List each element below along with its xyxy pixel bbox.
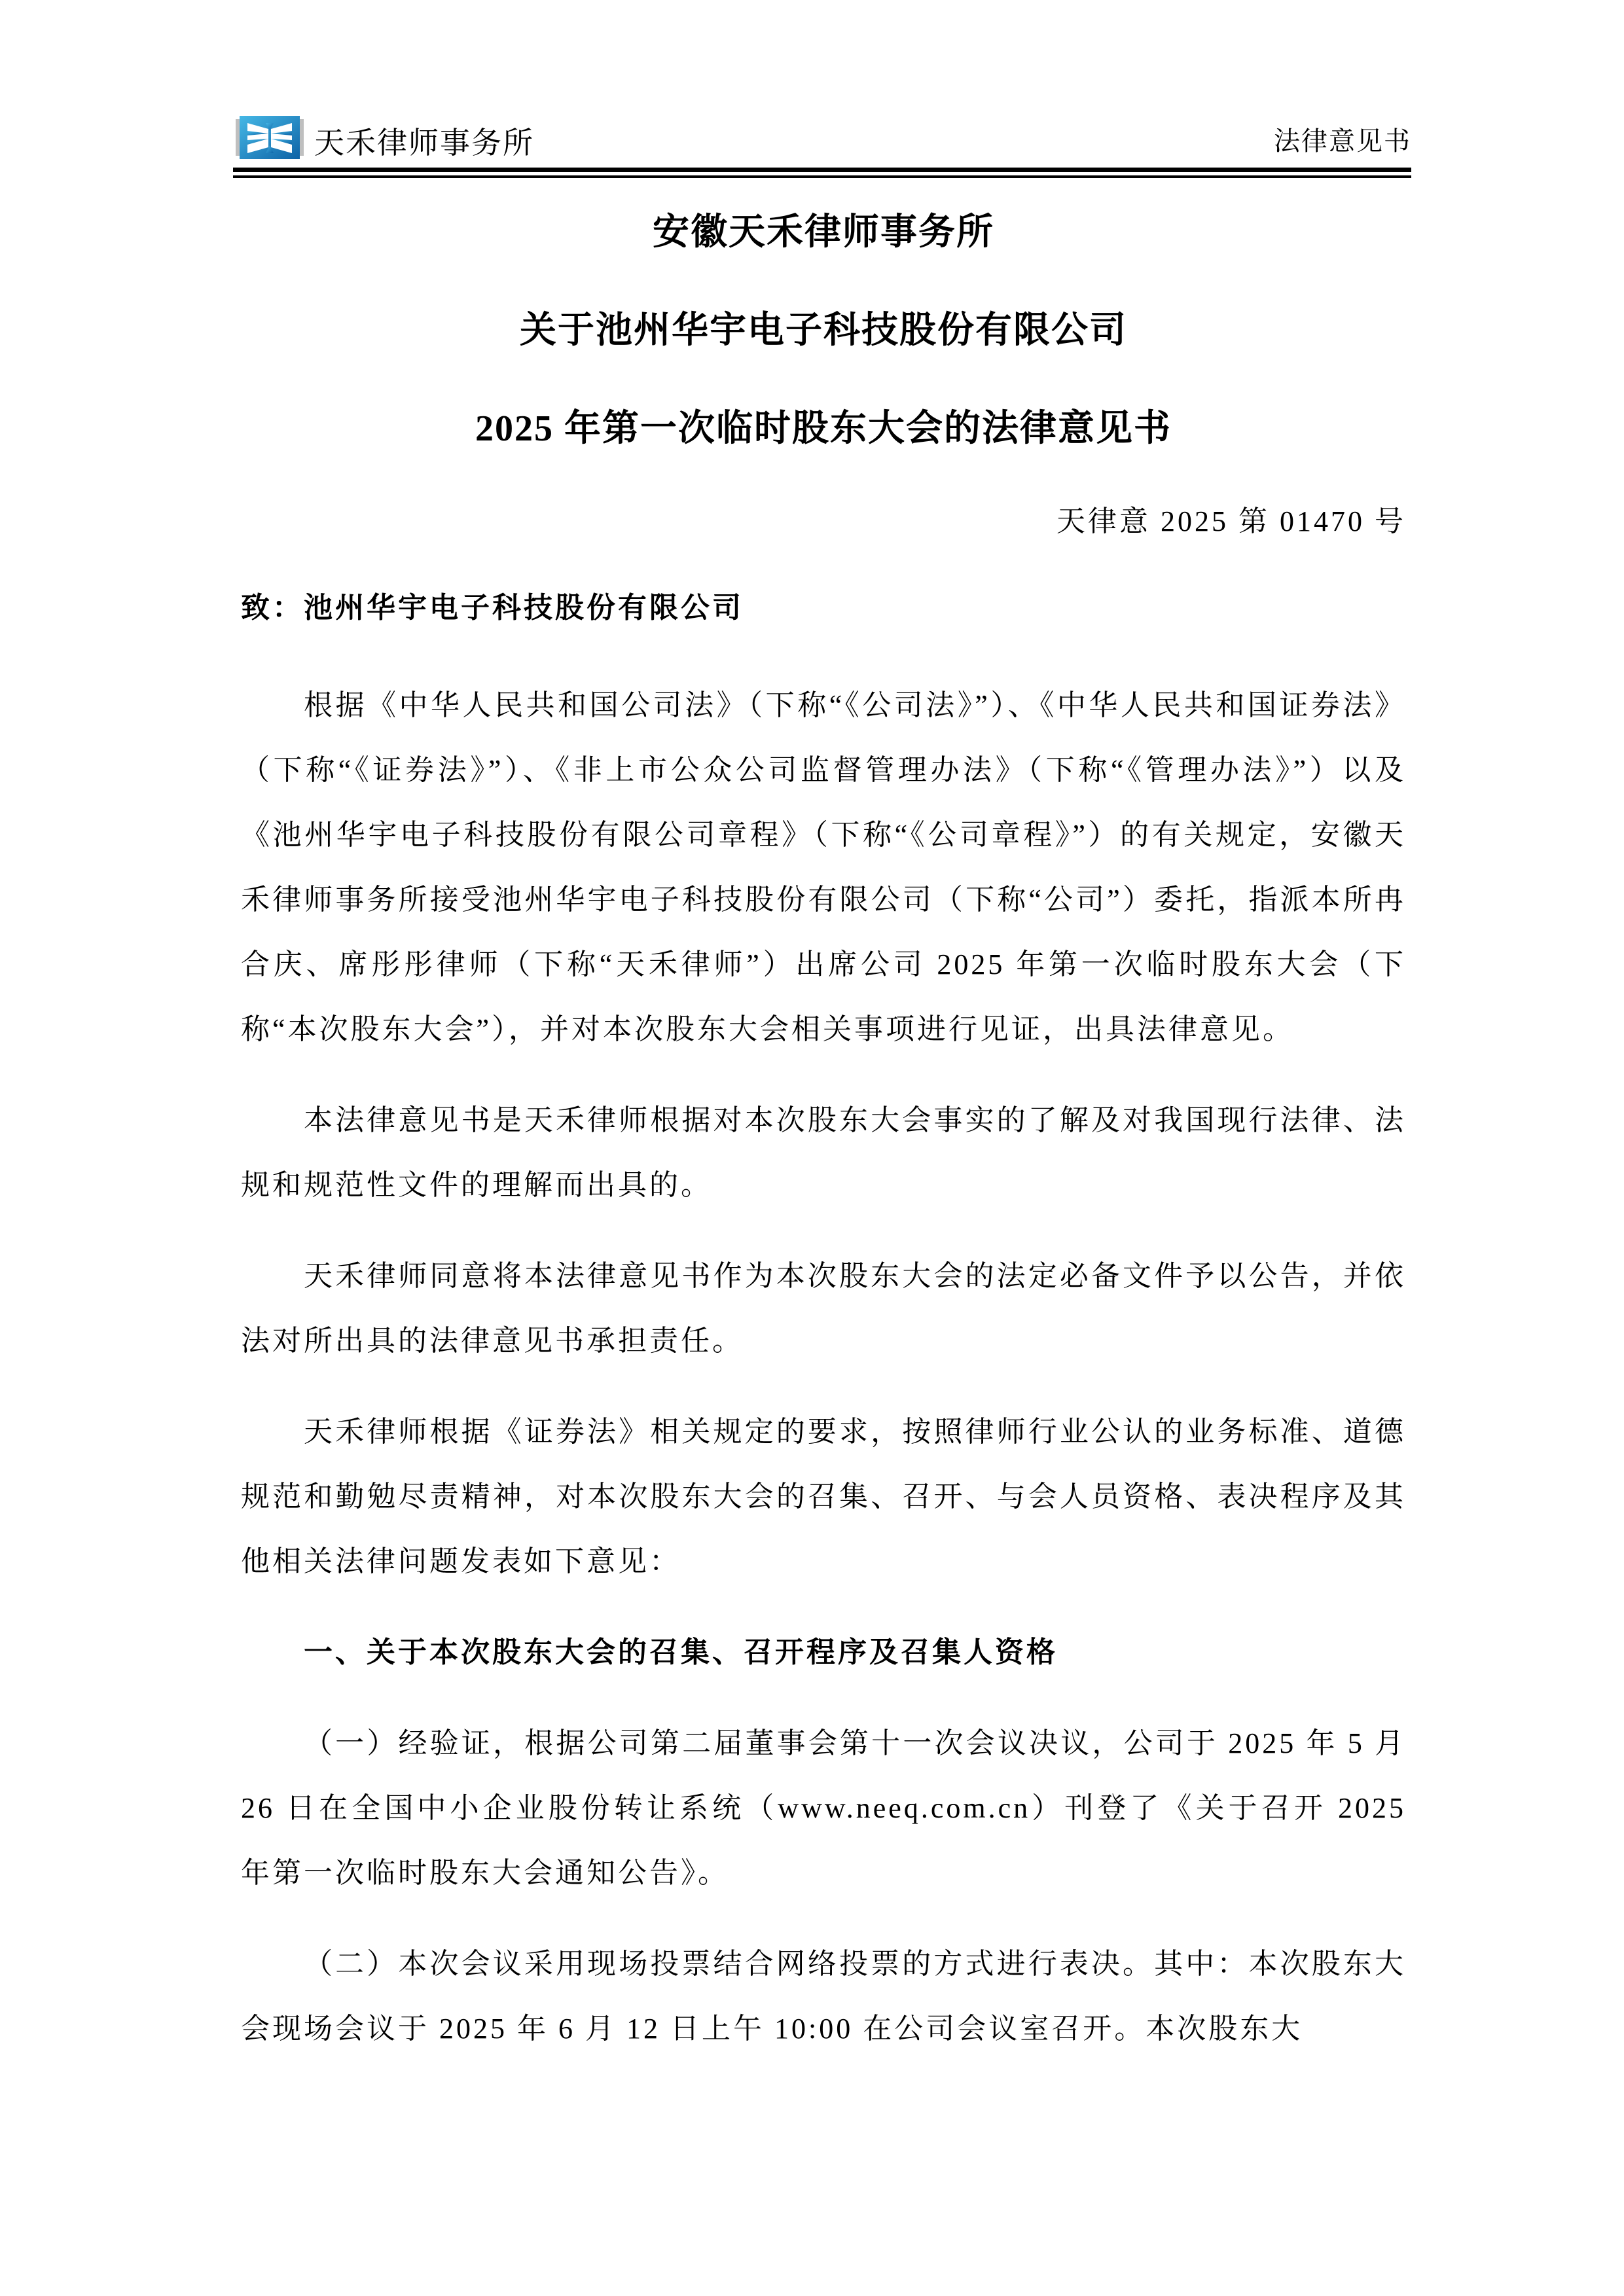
paragraph-standards: 天禾律师根据《证券法》相关规定的要求，按照律师行业公认的业务标准、道德规范和勤勉尽责精神，对本次股东大会的召集、召开、与会人员资格、表决程序及其他相关法律问题发表如下意见：	[241, 1416, 1406, 1577]
document-content	[241, 195, 1406, 2087]
section-heading-1: 一、关于本次股东大会的召集、召开程序及召集人资格	[304, 1636, 1058, 1668]
page-header	[233, 115, 1411, 178]
header-row	[233, 115, 1411, 160]
document-title-line-3: 2025 年第一次临时股东大会的法律意见书	[475, 408, 1172, 449]
paragraph-voting: （二）本次会议采用现场投票结合网络投票的方式进行表决。其中：本次股东大会现场会议于 2025 年 6 月 12 日上午 10:00 在公司会议室召开。本次股东大	[241, 1948, 1406, 2045]
paragraph-notice: （一）经验证，根据公司第二届董事会第十一次会议决议，公司于 2025 年 5 月 26 日在全国中小企业股份转让系统（www.neeq.com.cn）刊登了《关于召开 2025 年第一次临时股东大会通知公告》。	[241, 1727, 1406, 1889]
paragraph-basis: 根据《中华人民共和国公司法》（下称“《公司法》”）、《中华人民共和国证券法》（下称“《证券法》”）、《非上市公众公司监督管理办法》（下称“《管理办法》”）以及《池州华宇电子科技股份有限公司章程》（下称“《公司章程》”）的有关规定，安徽天禾律师事务所接受池州华宇电子科技股份有限公司（下称“公司”）委托，指派本所冉合庆、席彤彤律师（下称“天禾律师”）出席公司 2025 年第一次临时股东大会（下称“本次股东大会”），并对本次股东大会相关事项进行见证，出具法律意见。	[241, 689, 1406, 1045]
document-title-line-2: 关于池州华宇电子科技股份有限公司	[520, 310, 1127, 351]
recipient-line: 致：池州华宇电子科技股份有限公司	[241, 592, 744, 624]
header-rule-thin	[233, 175, 1411, 178]
firm-logo-icon	[233, 115, 306, 160]
document-title-line-1: 安徽天禾律师事务所	[653, 212, 994, 253]
header-doc-type-label: 法律意见书	[1274, 126, 1411, 156]
paragraph-understanding: 本法律意见书是天禾律师根据对本次股东大会事实的了解及对我国现行法律、法规和规范性文件的理解而出具的。	[241, 1104, 1406, 1201]
header-firm-name: 天禾律师事务所	[314, 126, 534, 160]
doc-number: 天律意 2025 第 01470 号	[1056, 505, 1406, 537]
header-rule-thick	[233, 168, 1411, 172]
paragraph-consent: 天禾律师同意将本法律意见书作为本次股东大会的法定必备文件予以公告，并依法对所出具的法律意见书承担责任。	[241, 1260, 1406, 1357]
